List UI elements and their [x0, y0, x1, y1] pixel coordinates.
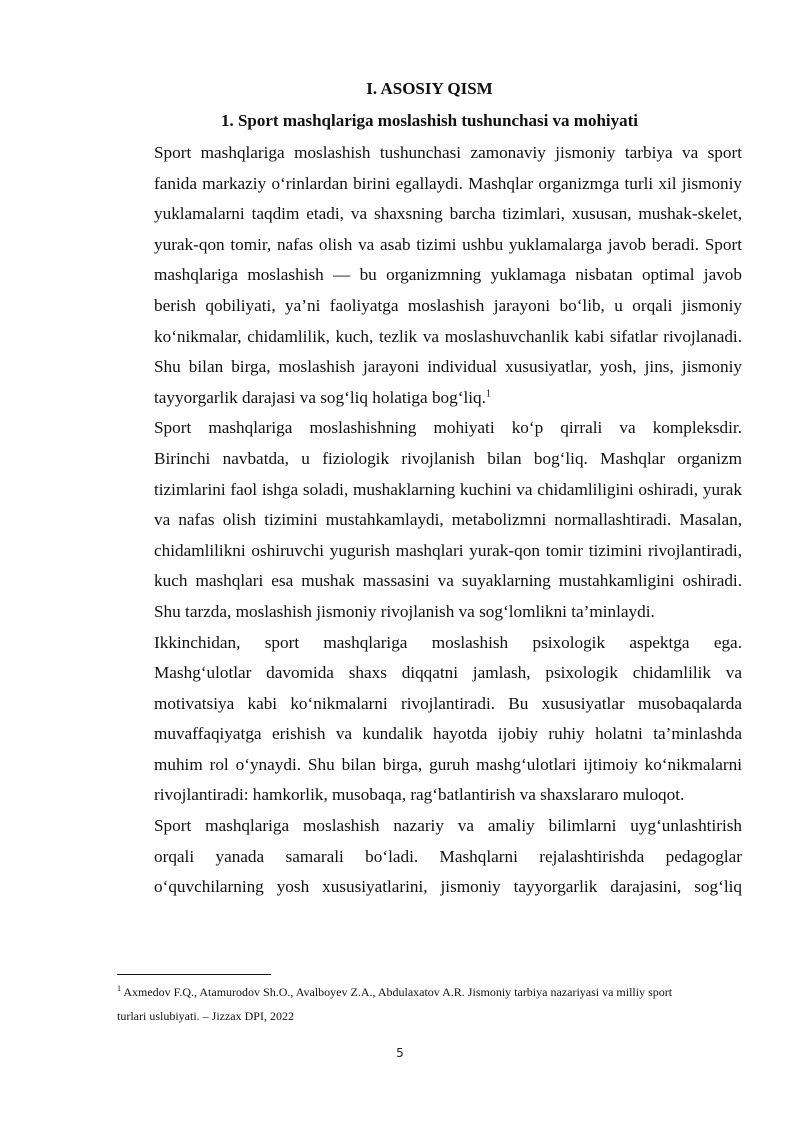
footnote-number: 1 [117, 984, 121, 993]
footnote [117, 980, 742, 1028]
text-line: kuch mashqlari esa mushak massasini va suyaklarning mustahkamligini oshiradi. [154, 571, 742, 591]
text-line: yurak-qon tomir, nafas olish va asab tizimi ushbu yuklamalarga javob beradi. Sport [154, 234, 742, 254]
text-line: motivatsiya kabi ko‘nikmalarni rivojlantiradi. Bu xususiyatlar musobaqalarda [154, 693, 742, 713]
text-line: Sport mashqlariga moslashish tushunchasi zamonaviy jismoniy tarbiya va sport [154, 143, 742, 162]
text-line: muhim rol o‘ynaydi. Shu bilan birga, guruh mashg‘ulotlari ijtimoiy ko‘nikmalarni [154, 754, 742, 774]
footnote-reference[interactable]: 1 [485, 388, 491, 400]
paragraph [117, 138, 742, 413]
text-line: orqali yanada samarali bo‘ladi. Mashqlarni rejalashtirishda pedagoglar [154, 846, 742, 866]
body-paragraphs [117, 138, 742, 903]
text-line: mashqlariga moslashish — bu organizmning yuklamaga nisbatan optimal javob [154, 265, 742, 285]
text-line: Mashg‘ulotlar davomida shaxs diqqatni jamlash, psixologik chidamlilik va [154, 663, 742, 683]
text-line: chidamlilikni oshiruvchi yugurish mashqlari yurak-qon tomir tizimini rivojlantiradi, [154, 540, 742, 560]
text-line: o‘quvchilarning yosh xususiyatlarini, jismoniy tayyorgarlik darajasini, sog‘liq [154, 877, 742, 897]
footnote-text-1: Axmedov F.Q., Atamurodov Sh.O., Avalboyev Z.A., Abdulaxatov A.R. Jismoniy tarbiya nazariyasi va milliy sport [123, 985, 673, 999]
footnote-line-1 [117, 980, 742, 1004]
paragraph [117, 628, 742, 812]
text-line: ko‘nikmalar, chidamlilik, kuch, tezlik va moslashuvchanlik kabi sifatlar rivojlanadi. [154, 326, 742, 346]
paragraph [117, 413, 742, 627]
text-line: berish qobiliyati, ya’ni faoliyatga moslashish jarayoni bo‘lib, u orqali jismoniy [154, 295, 742, 315]
text-line: Shu bilan birga, moslashish jarayoni individual xususiyatlar, yosh, jins, jismoniy [154, 357, 742, 377]
text-line: rivojlantiradi: hamkorlik, musobaqa, rag‘batlantirish va shaxslararo muloqot. [154, 785, 685, 805]
main-text [117, 74, 742, 903]
text-line: Shu tarzda, moslashish jismoniy rivojlanish va sog‘lomlikni ta’minlaydi. [154, 601, 655, 621]
subsection-title: 1. Sport mashqlariga moslashish tushunchasi va mohiyati [220, 111, 639, 130]
page-number: 5 [396, 1046, 404, 1060]
text-line: tizimlarini faol ishga soladi, mushaklarning kuchini va chidamliligini oshiradi, yurak [154, 479, 742, 499]
section-title: I. ASOSIY QISM [366, 79, 493, 98]
text-line: yuklamalarni taqdim etadi, va shaxsning barcha tizimlari, xususan, mushak-skelet, [154, 204, 742, 224]
text-line: va nafas olish tizimini mustahkamlaydi, metabolizmni normallashtiradi. Masalan, [154, 510, 742, 530]
text-line: fanida markaziy o‘rinlardan birini egallaydi. Mashqlar organizmga turli xil jismoniy [154, 173, 742, 193]
text-line: tayyorgarlik darajasi va sog‘liq holatiga bog‘liq.$^1$ [154, 387, 491, 407]
text-line: Sport mashqlariga moslashishning mohiyati ko‘p qirrali va kompleksdir. [154, 418, 742, 438]
text-line: Ikkinchidan, sport mashqlariga moslashish psixologik aspektga ega. [154, 632, 742, 652]
text-line: muvaffaqiyatga erishish va kundalik hayotda ijobiy ruhiy holatni ta’minlashda [154, 724, 742, 744]
text-line: Sport mashqlariga moslashish nazariy va amaliy bilimlarni uyg‘unlashtirish [154, 816, 742, 836]
paragraph [117, 811, 742, 903]
footnote-divider [117, 974, 271, 975]
footnote-line-2: turlari uslubiyati. – Jizzax DPI, 2022 [117, 1009, 294, 1023]
text-line: Birinchi navbatda, u fiziologik rivojlanish bilan bog‘liq. Mashqlar organizm [154, 448, 742, 468]
